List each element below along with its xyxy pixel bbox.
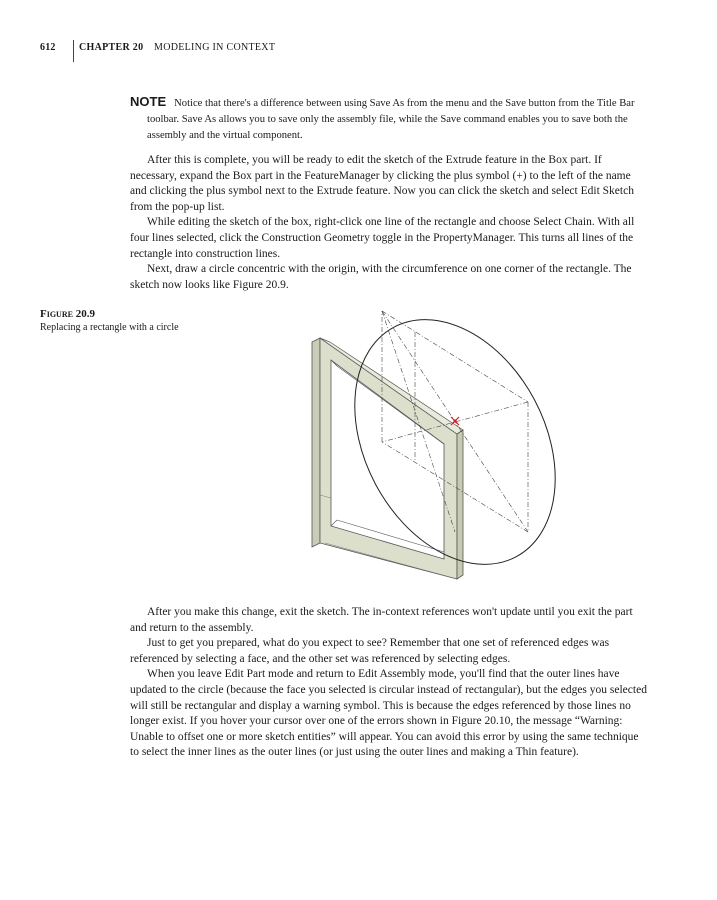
figure-caption: [40, 307, 200, 335]
paragraph: While editing the sketch of the box, right-click one line of the rectangle and choose Select Chain. With all four lines selected, click the Construction Geometry toggle in the PropertyManager. This turns all lines of the rectangle into construction lines.: [130, 216, 635, 260]
frame-top-face: [320, 338, 463, 434]
body-text-top: [130, 153, 650, 293]
figure-label: Figure 20.9: [40, 308, 95, 320]
body-text-bottom: [130, 605, 650, 761]
frame-inner-edge: [337, 366, 444, 444]
figure-20-9: [300, 302, 570, 592]
sketch-illustration: [300, 302, 570, 592]
header-divider: [73, 40, 74, 62]
paragraph: After you make this change, exit the sketch. The in-context references won't update until you exit the part and return to the assembly.: [130, 606, 633, 634]
paragraph: When you leave Edit Part mode and return to Edit Assembly mode, you'll find that the outer lines have updated to the circle (because the face you selected is circular instead of rectangular), but the edges you selected will still be rectangular and display a warning symbol. This is because the edges referenced by those lines no longer exist. If you hover your cursor over one of the errors shown in Figure 20.10, the message “Warning: Unable to offset one or more sketch entities” will appear. You can avoid this error by using the same technique to select the inner lines as the outer lines (or just using the outer lines and making a Thin feature).: [130, 668, 647, 759]
note-box: [130, 94, 667, 145]
note-label: NOTE: [130, 94, 167, 109]
paragraph: Just to get you prepared, what do you expect to see? Remember that one set of referenced edges was referenced by selecting a face, and the other set was referenced by selecting edges.: [130, 637, 610, 665]
frame-right-face: [457, 430, 463, 579]
paragraph: After this is complete, you will be ready to edit the sketch of the Extrude feature in the Box part. If necessary, expand the Box part in the FeatureManager by clicking the plus symbol (+) to the left of the name and clicking the plus symbol next to the Extrude feature. Now you can click the sketch and select Edit Sketch from the pop-up list.: [130, 154, 634, 213]
figure-caption-text: Replacing a rectangle with a circle: [40, 322, 179, 333]
page-number: 612: [40, 42, 56, 53]
frame-side-face: [312, 338, 320, 547]
frame-front-face: [320, 338, 457, 579]
paragraph: Next, draw a circle concentric with the origin, with the circumference on one corner of the rectangle. The sketch now looks like Figure 20.9.: [130, 263, 632, 291]
frame-inner-edge: [331, 520, 337, 526]
chapter-label: CHAPTER 20: [79, 42, 144, 53]
chapter-title: MODELING IN CONTEXT: [154, 42, 276, 53]
running-head: [0, 0, 717, 70]
note-text: Notice that there's a difference between using Save As from the menu and the Save button from the Title Bar toolbar. Save As allows you to save only the assembly file, while the Save command enables you to save both the assembly and the virtual component.: [147, 98, 635, 142]
